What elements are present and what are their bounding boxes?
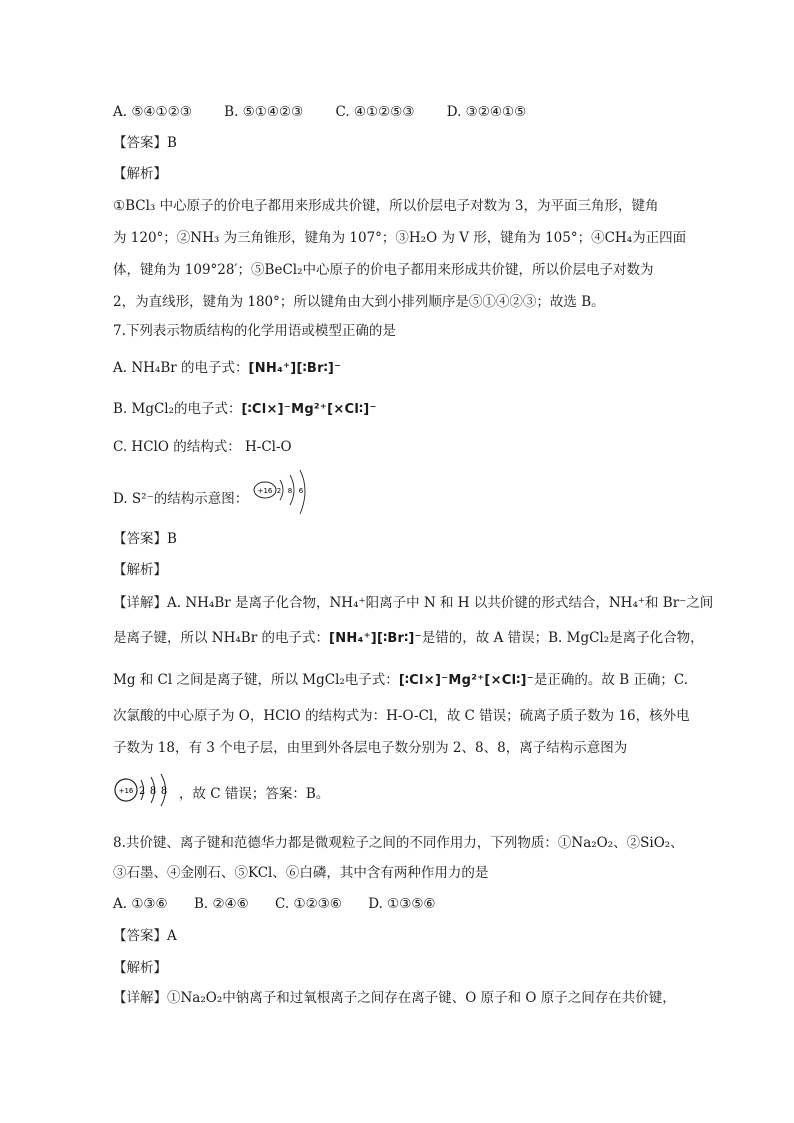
q7-option-b (113, 399, 693, 420)
q8-answer: 【答案】A (113, 928, 177, 944)
sulfide-ion-structure-diagram-2 (113, 772, 179, 808)
q7-detail-line-1: 【详解】A. NH₄Br 是离子化合物，NH₄⁺阳离子中 N 和 H 以共价键的形式结合，NH₄⁺和 Br⁻之间 (113, 595, 714, 611)
q6-option-b: B. ⑤①④②③ (224, 104, 304, 120)
sulfide-shell-1-b: 2 (138, 786, 146, 797)
q7-option-c: C. HClO 的结构式： H-Cl-O (113, 439, 292, 455)
sulfide-nucleus-label: +16 (257, 487, 272, 495)
q6-answer: 【答案】B (113, 135, 177, 151)
q6-option-d: D. ③②④①⑤ (446, 104, 527, 120)
q6-options (113, 102, 693, 122)
q7-detail-3a: Mg 和 Cl 之间是离子键，所以 MgCl₂电子式： (113, 672, 399, 688)
sulfide-nucleus-label-2: +16 (118, 787, 134, 795)
sulfide-shell-2: 8 (287, 487, 292, 495)
q6-analysis-line-2: 为 120°；②NH₃ 为三角锥形，键角为 107°；③H₂O 为 V 形，键角为 105°；④CH₄为正四面 (113, 230, 687, 246)
sulfide-shell-1: 2 (276, 487, 281, 495)
q8-stem-line-1: 8.共价键、离子键和范德华力都是微观粒子之间的不同作用力，下列物质：①Na₂O₂、②SiO₂、 (113, 835, 684, 851)
q8-option-d: D. ①③⑤⑥ (368, 896, 436, 912)
q7-stem: 7.下列表示物质结构的化学用语或模型正确的是 (113, 323, 396, 339)
q7-detail-3b: 是正确的。故 B 正确；C. (533, 672, 689, 688)
q7-answer: 【答案】B (113, 531, 177, 547)
q7-detail-line-2 (113, 628, 704, 649)
q8-detail-line-1: 【详解】①Na₂O₂中钠离子和过氧根离子之间存在离子键、O 原子和 O 原子之间存在共价键， (113, 990, 676, 1006)
q6-analysis-title: 【解析】 (113, 166, 167, 182)
q7-detail-line-5: 子数为 18，有 3 个电子层，由里到外各层电子数分别为 2、8、8，离子结构示意图为 (113, 740, 628, 756)
q7-analysis-title: 【解析】 (113, 562, 167, 578)
q7-detail-line-4: 次氯酸的中心原子为 O，HClO 的结构式为：H-O-Cl，故 C 错误；硫离子质子数为 16，核外电 (113, 708, 690, 724)
q6-analysis-line-4: 2，为直线形，键角为 180°；所以键角由大到小排列顺序是⑤①④②③；故选 B。 (113, 294, 605, 310)
q8-option-a: A. ①③⑥ (113, 896, 168, 912)
q7-option-a-label: A. NH₄Br 的电子式： (113, 360, 249, 376)
q6-option-a: A. ⑤④①②③ (113, 104, 192, 120)
q7-option-b-formula: [∶Cl×]⁻Mg²⁺[×Cl∶]⁻ (241, 402, 377, 417)
q7-option-a-formula: [NH₄⁺][∶Br∶]⁻ (248, 361, 342, 376)
sulfide-shell-3: 6 (298, 487, 303, 495)
q7-option-b-label: B. MgCl₂的电子式： (113, 401, 242, 417)
sulfide-shell-2-b: 8 (149, 786, 157, 797)
sulfide-ion-structure-diagram (253, 468, 319, 516)
q8-option-c: C. ①②③⑥ (275, 896, 342, 912)
q7-option-d-label: D. S²⁻的结构示意图： (113, 491, 249, 507)
q7-detail-6: ，故 C 错误；答案：B。 (179, 786, 330, 802)
q8-option-b: B. ②④⑥ (193, 896, 249, 912)
q6-option-c: C. ④①②⑤③ (335, 104, 415, 120)
q8-stem-line-2: ③石墨、④金刚石、⑤KCl、⑥白磷，其中含有两种作用力的是 (113, 865, 489, 881)
q6-analysis-line-3: 体，键角为 109°28′；⑤BeCl₂中心原子的价电子都用来形成共价键，所以价层电子对数为 (113, 262, 654, 278)
q7-option-d (113, 482, 693, 514)
q7-detail-2-formula: [NH₄⁺][∶Br∶]⁻ (328, 631, 422, 646)
q7-option-a (113, 358, 693, 379)
q6-analysis-line-1: ①BCl₃ 中心原子的价电子都用来形成共价键，所以价层电子对数为 3，为平面三角形，键角 (113, 198, 659, 214)
q7-detail-line-3 (113, 670, 693, 691)
q7-detail-2a: 是离子键，所以 NH₄Br 的电子式： (113, 630, 329, 646)
q7-detail-3-formula: [∶Cl×]⁻Mg²⁺[×Cl∶]⁻ (398, 673, 534, 688)
q7-detail-line-6 (113, 780, 693, 810)
q8-options (113, 894, 693, 914)
q8-analysis-title: 【解析】 (113, 960, 167, 976)
sulfide-shell-3-b: 8 (160, 786, 168, 797)
q7-detail-2b: 是错的，故 A 错误；B. MgCl₂是离子化合物， (421, 630, 704, 646)
